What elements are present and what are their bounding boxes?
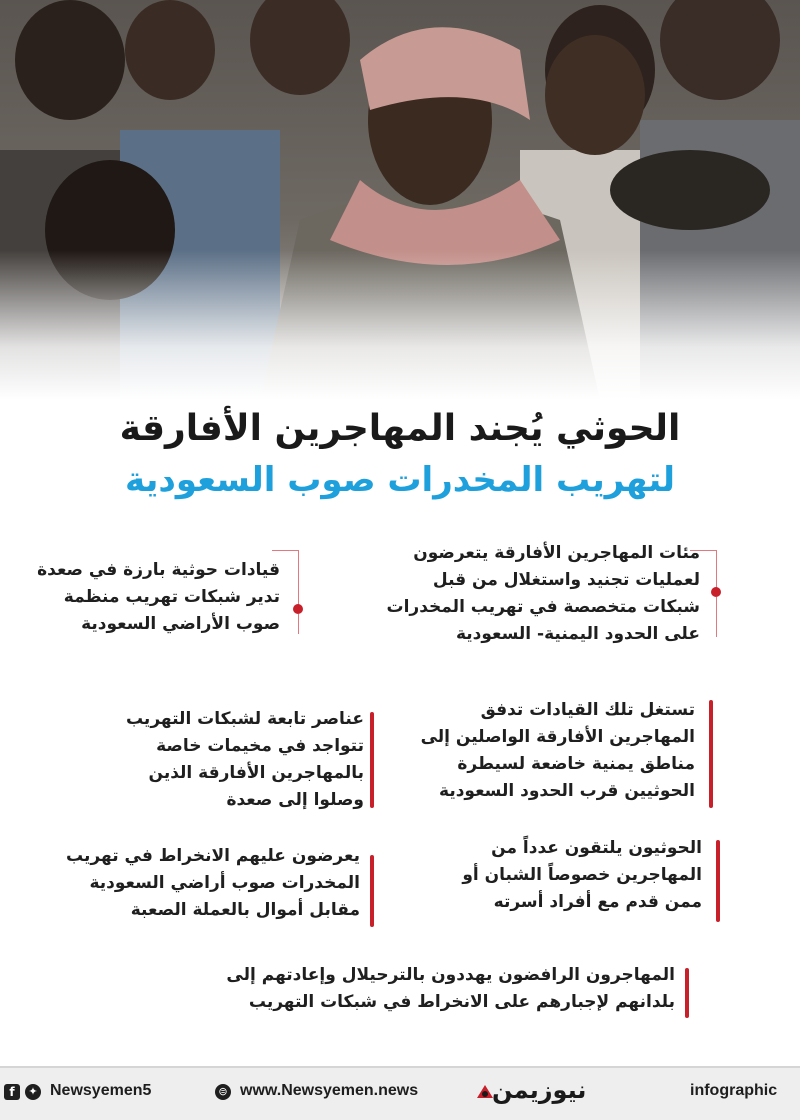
brand-logo: نيوزيمن bbox=[492, 1076, 587, 1104]
facebook-icon[interactable]: f bbox=[4, 1084, 20, 1100]
fact-1-line-lower bbox=[716, 597, 717, 637]
fact-2-line bbox=[298, 550, 299, 605]
fact-3-line-3: مناطق يمنية خاضعة لسيطرة bbox=[457, 754, 695, 774]
fact-1-line-4: على الحدود اليمنية- السعودية bbox=[455, 624, 700, 644]
infographic-tag: infographic bbox=[690, 1082, 778, 1099]
fact-7-bar bbox=[685, 968, 689, 1018]
fact-1-line bbox=[716, 550, 717, 588]
fact-6-line-3: مقابل أموال بالعملة الصعبة bbox=[130, 900, 360, 920]
fact-6 bbox=[30, 843, 360, 924]
hero-photo bbox=[0, 0, 800, 400]
fact-4-line-3: بالمهاجرين الأفارقة الذين bbox=[148, 763, 364, 783]
fact-6-line-1: يعرضون عليهم الانخراط في تهريب bbox=[66, 846, 360, 866]
fact-5-line-3: ممن قدم مع أفراد أسرته bbox=[493, 892, 702, 912]
fact-4-bar bbox=[370, 712, 374, 808]
social-handle[interactable]: Newsyemen5 bbox=[50, 1082, 152, 1099]
headline-line-2: لتهريب المخدرات صوب السعودية bbox=[125, 460, 675, 500]
fact-2 bbox=[20, 557, 280, 638]
fact-5-bar bbox=[716, 840, 720, 922]
fact-3 bbox=[375, 697, 695, 805]
fact-6-line-2: المخدرات صوب أراضي السعودية bbox=[89, 873, 360, 893]
fact-5-line-2: المهاجرين خصوصاً الشبان أو bbox=[462, 865, 702, 885]
footer-bar bbox=[0, 1066, 800, 1120]
fact-5 bbox=[402, 835, 702, 916]
fact-2-line-lower bbox=[298, 614, 299, 634]
fact-2-line-3: صوب الأراضي السعودية bbox=[81, 614, 280, 634]
fact-3-line-2: المهاجرين الأفارقة الواصلين إلى bbox=[420, 727, 695, 747]
fact-1-line-1: مئات المهاجرين الأفارقة يتعرضون bbox=[413, 543, 700, 563]
headline-line-1: الحوثي يُجند المهاجرين الأفارقة bbox=[119, 408, 681, 449]
fact-6-bar bbox=[370, 855, 374, 927]
fact-5-line-1: الحوثيون يلتقون عدداً من bbox=[491, 838, 702, 858]
fact-7 bbox=[155, 962, 675, 1016]
globe-icon: ⊜ bbox=[215, 1084, 231, 1100]
fact-1-dot bbox=[711, 587, 721, 597]
website-link[interactable]: www.Newsyemen.news bbox=[240, 1082, 419, 1099]
fact-2-line-2: تدير شبكات تهريب منظمة bbox=[63, 587, 280, 607]
fact-4-line-4: وصلوا إلى صعدة bbox=[226, 790, 364, 810]
fact-7-line-2: بلدانهم لإجبارهم على الانخراط في شبكات التهريب bbox=[248, 992, 675, 1012]
fact-3-line-1: تستغل تلك القيادات تدفق bbox=[480, 700, 695, 720]
fact-2-connector bbox=[272, 550, 298, 551]
hero-fade bbox=[0, 250, 800, 400]
twitter-icon[interactable]: ✦ bbox=[25, 1084, 41, 1100]
fact-1-line-2: لعمليات تجنيد واستغلال من قبل bbox=[432, 570, 700, 590]
fact-2-dot bbox=[293, 604, 303, 614]
fact-1-line-3: شبكات متخصصة في تهريب المخدرات bbox=[386, 597, 700, 617]
fact-4-line-1: عناصر تابعة لشبكات التهريب bbox=[125, 709, 364, 729]
fact-1 bbox=[380, 540, 700, 648]
fact-3-bar bbox=[709, 700, 713, 808]
fact-3-line-4: الحوثيين قرب الحدود السعودية bbox=[439, 781, 695, 801]
fact-4 bbox=[64, 706, 364, 814]
fact-2-line-1: قيادات حوثية بارزة في صعدة bbox=[37, 560, 280, 580]
fact-7-line-1: المهاجرون الرافضون يهددون بالترحيلال وإعادتهم إلى bbox=[226, 965, 675, 985]
fact-4-line-2: تتواجد في مخيمات خاصة bbox=[156, 736, 364, 756]
